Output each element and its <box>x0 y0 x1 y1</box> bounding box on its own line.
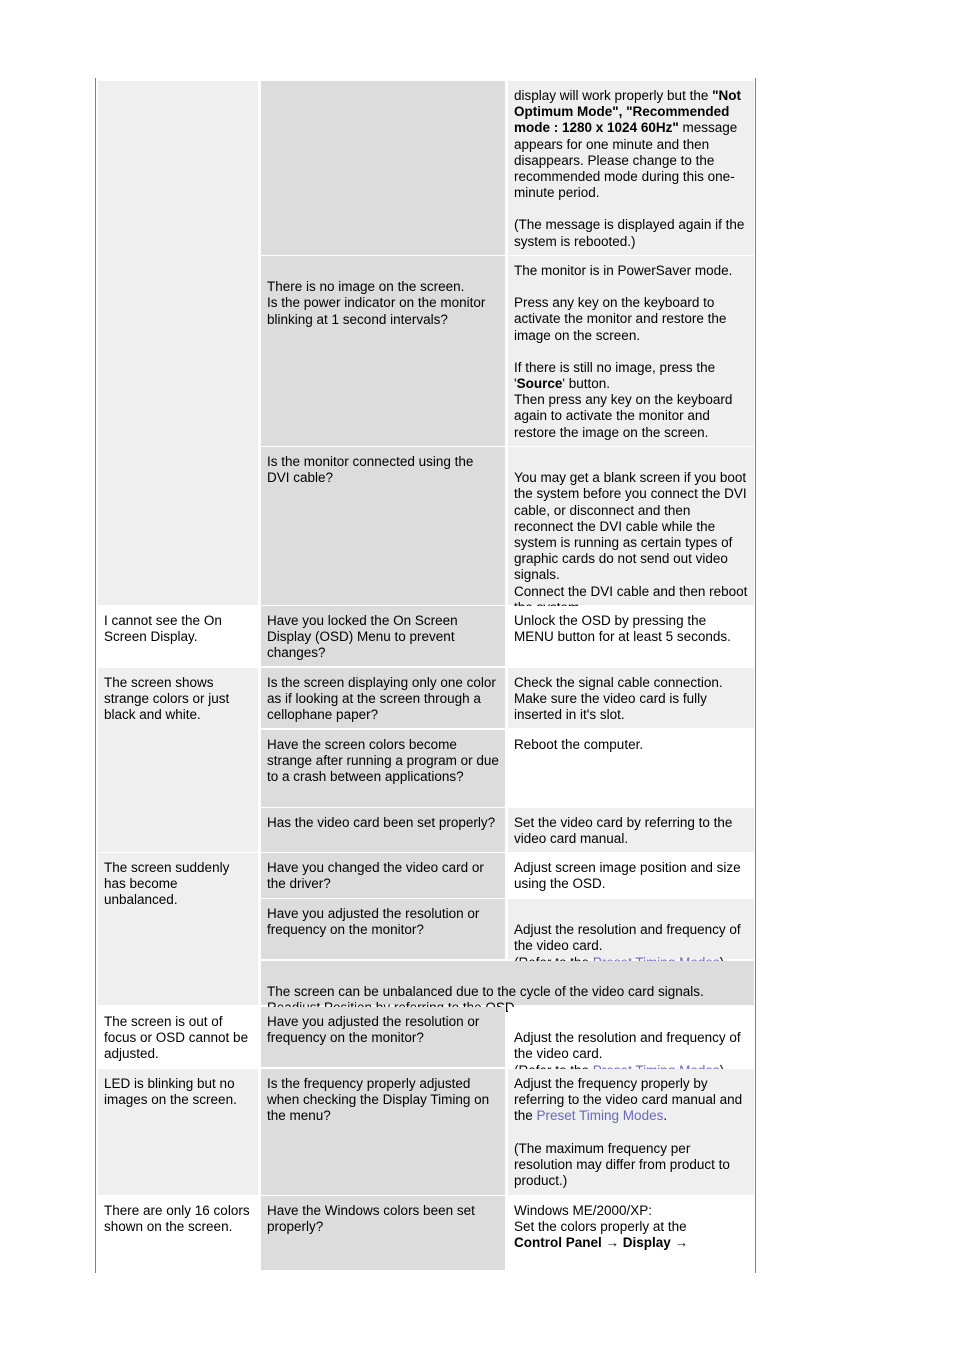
question-one-color: Is the screen displaying only one color as if looking at the screen through a cellophane paper? <box>267 675 496 723</box>
set-colors-text: Set the colors properly at the <box>514 1219 687 1235</box>
solution-cell <box>508 1069 754 1195</box>
control-panel-path: Control Panel → Display → <box>514 1235 689 1251</box>
problem-focus: The screen is out of focus or OSD cannot be adjusted. <box>104 1014 249 1062</box>
check-cell <box>261 853 505 898</box>
problem-led-blinking: LED is blinking but no images on the screen. <box>104 1076 237 1108</box>
video-card-solution: Set the video card by referring to the video card manual. <box>514 815 733 847</box>
solution-cell <box>508 81 754 255</box>
problem-cell <box>98 1196 258 1270</box>
check-cell <box>261 1196 505 1270</box>
check-cell <box>261 1007 505 1067</box>
problem-osd: I cannot see the On Screen Display. <box>104 613 222 645</box>
problem-cell <box>98 1007 258 1067</box>
solution-cell <box>508 447 754 605</box>
preset-timing-modes-link[interactable]: Preset Timing Modes <box>536 1108 664 1124</box>
question-crash: Have the screen colors become strange after running a program or due to a crash between applications? <box>267 737 499 785</box>
problem-cell <box>98 1069 258 1195</box>
source-button-text: If there is still no image, press the 'Source' button. Then press any key on the keyboard again to activate the monitor and restore the image on the screen. <box>514 359 733 440</box>
solution-cell <box>508 1007 754 1067</box>
check-cell <box>261 447 505 605</box>
signal-cable-solution: Check the signal cable connection. Make sure the video card is fully inserted in it's slot. <box>514 675 723 723</box>
reboot-note: (The message is displayed again if the system is rebooted.) <box>514 217 745 249</box>
reboot-solution: Reboot the computer. <box>514 737 644 752</box>
question-windows-colors: Have the Windows colors been set properly? <box>267 1203 475 1235</box>
solution-cell <box>508 1196 754 1270</box>
max-frequency-note: (The maximum frequency per resolution may differ from product to product.) <box>514 1140 730 1189</box>
check-cell <box>261 606 505 666</box>
question-frequency: Is the frequency properly adjusted when checking the Display Timing on the menu? <box>267 1076 490 1124</box>
dvi-solution: You may get a blank screen if you boot the system before you connect the DVI cable, or disconnect and then reconnect the DVI cable while the system is running as certain types of graphic cards do not send out video signals. Connect the DVI cable and then reboot <box>514 470 748 599</box>
unbalanced-note: The screen can be unbalanced due to the cycle of the video card signals. <box>267 984 704 1000</box>
check-cell <box>261 81 505 255</box>
problem-strange-colors: The screen shows strange colors or just black and white. <box>104 675 230 723</box>
solution-cell <box>508 808 754 852</box>
problem-cell <box>98 853 258 1005</box>
question-changed-card: Have you changed the video card or the driver? <box>267 860 484 892</box>
question-dvi: Is the monitor connected using the DVI cable? <box>267 454 474 486</box>
table-left-border <box>95 78 96 1273</box>
question-osd-lock: Have you locked the On Screen Display (OSD) Menu to prevent changes? <box>267 613 458 661</box>
problem-cell <box>98 606 258 666</box>
problem-cell <box>98 668 258 852</box>
check-cell <box>261 256 505 446</box>
solution-cell <box>508 606 754 666</box>
question-no-image: There is no image on the screen. Is the power indicator on the monitor blinking at 1 second intervals? <box>267 279 486 327</box>
not-optimum-mode-text: display will work properly but the "Not Optimum Mode", "Recommended mode : 1280 x 1024 60Hz" message appears for one minute and then disappears. Please change to the recommended mode during this one-minute period. <box>514 88 741 201</box>
problem-unbalanced: The screen suddenly has become unbalanced. <box>104 860 230 908</box>
solution-cell <box>508 730 754 807</box>
check-cell <box>261 1069 505 1195</box>
solution-cell <box>508 853 754 898</box>
question-resolution: Have you adjusted the resolution or frequency on the monitor? <box>267 906 480 938</box>
problem-cell <box>98 81 258 605</box>
question-resolution-2: Have you adjusted the resolution or frequency on the monitor? <box>267 1014 480 1046</box>
press-key-text: Press any key on the keyboard to activate the monitor and restore the image on the screen. <box>514 295 727 343</box>
check-cell <box>261 668 505 728</box>
solution-cell <box>508 899 754 959</box>
check-cell <box>261 730 505 807</box>
solution-cell <box>508 668 754 728</box>
powersaver-text: The monitor is in PowerSaver mode. <box>514 263 733 278</box>
resolution-solution-text: Adjust the resolution and frequency of the video card. <box>514 922 741 954</box>
check-cell <box>261 899 505 959</box>
resolution-solution-text: Adjust the resolution and frequency of the video card. <box>514 1030 741 1062</box>
windows-version: Windows ME/2000/XP: <box>514 1203 653 1218</box>
problem-16-colors: There are only 16 colors shown on the screen. <box>104 1203 250 1235</box>
frequency-solution: Adjust the frequency properly by referring to the video card manual and the Preset Timing Modes. <box>514 1076 743 1124</box>
check-cell <box>261 808 505 852</box>
osd-unlock-solution: Unlock the OSD by pressing the MENU button for at least 5 seconds. <box>514 613 731 645</box>
table-right-border <box>755 78 756 1273</box>
adjust-position-solution: Adjust screen image position and size using the OSD. <box>514 860 741 892</box>
solution-cell <box>508 256 754 446</box>
question-video-card: Has the video card been set properly? <box>267 815 496 830</box>
span-note-cell <box>261 961 754 1005</box>
